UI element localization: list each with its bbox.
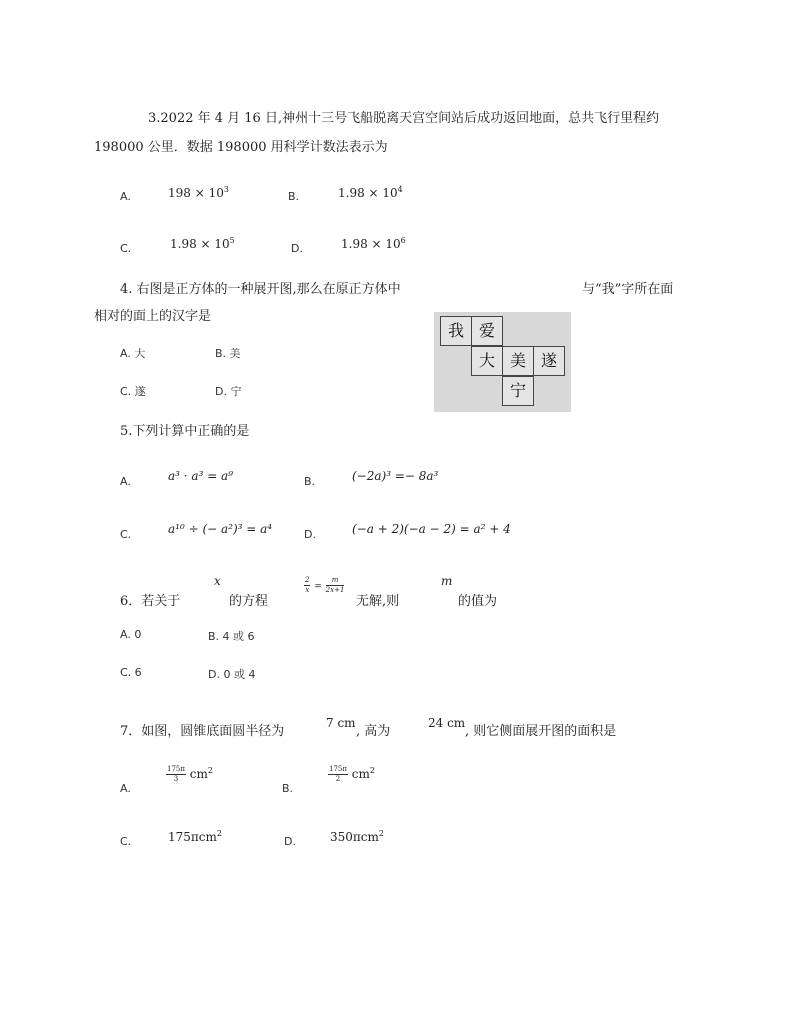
net-cell-mei: 美	[502, 346, 534, 376]
q3-option-a-label: A.	[120, 190, 131, 203]
q6-option-a: A. 0	[120, 628, 142, 641]
q6-var-m: m	[441, 574, 453, 588]
q3-option-b-label: B.	[288, 190, 300, 203]
q7-option-c: 175πcm$^2$	[168, 829, 222, 844]
q3-line2: 198000 公里．数据 198000 用科学计数法表示为	[94, 140, 388, 155]
q3-option-c: $1.98 \times 10^5$	[170, 236, 235, 251]
q6-option-d: D. 0 或 4	[208, 668, 256, 681]
q5-option-b: (−2a)³ =− 8a³	[352, 469, 439, 483]
q5-option-c-label: C.	[120, 528, 132, 541]
q6-part3: 无解,则	[356, 594, 400, 609]
q7-option-a-label: A.	[120, 782, 131, 795]
q5-title: 5.下列计算中正确的是	[120, 424, 250, 439]
q6-part1: 6．若关于	[120, 594, 181, 609]
q4-option-b: B. 美	[215, 347, 241, 360]
q7-option-d-label: D.	[284, 835, 296, 848]
q5-option-b-label: B.	[304, 475, 316, 488]
q6-option-c: C. 6	[120, 666, 142, 679]
q6-var-x: x	[214, 574, 221, 588]
q3-option-a: $198 \times 10^3$	[168, 185, 229, 200]
q7-part1: 7．如图，圆锥底面圆半径为	[120, 724, 285, 739]
net-cell-sui: 遂	[533, 346, 565, 376]
q4-line2: 相对的面上的汉字是	[94, 309, 212, 324]
q7-radius: 7 cm	[326, 716, 356, 730]
net-cell-ai: 爱	[471, 316, 503, 346]
q3-line1: 3.2022 年 4 月 16 日,神州十三号飞船脱离天宫空间站后成功返回地面，总共飞行里程约	[148, 111, 660, 126]
q6-part4: 的值为	[458, 594, 498, 609]
net-cell-wo: 我	[440, 316, 472, 346]
cube-net-figure	[434, 312, 571, 412]
q7-option-b-label: B.	[282, 782, 294, 795]
q7-option-c-label: C.	[120, 835, 132, 848]
q4-option-c: C. 遂	[120, 385, 146, 398]
q5-option-a-label: A.	[120, 475, 131, 488]
net-cell-da: 大	[471, 346, 503, 376]
q7-option-b: $\frac{175\pi}{2}$ $cm^2$	[329, 765, 375, 783]
q7-option-d: 350πcm$^2$	[330, 829, 384, 844]
q4-line1-start: 4. 右图是正方体的一种展开图,那么在原正方体中	[120, 282, 401, 297]
q5-option-d-label: D.	[304, 528, 316, 541]
q4-option-a: A. 大	[120, 347, 146, 360]
q3-option-d-label: D.	[291, 242, 303, 255]
q7-part3: , 则它侧面展开图的面积是	[465, 724, 617, 739]
q7-height: 24 cm	[428, 716, 466, 730]
net-cell-ning: 宁	[502, 376, 534, 406]
q6-part2: 的方程	[229, 594, 269, 609]
q5-option-c: a¹⁰ ÷ (− a²)³ = a⁴	[168, 522, 273, 536]
q3-option-d: $1.98 \times 10^6$	[341, 236, 406, 251]
q7-part2: , 高为	[356, 724, 391, 739]
q3-option-b: $1.98 \times 10^4$	[338, 185, 403, 200]
q4-line1-end: 与“我”字所在面	[582, 282, 674, 297]
q5-option-a: a³ · a³ = a⁹	[168, 469, 234, 483]
q3-option-c-label: C.	[120, 242, 132, 255]
q4-option-d: D. 宁	[215, 385, 242, 398]
q6-option-b: B. 4 或 6	[208, 630, 255, 643]
q7-option-a: $\frac{175\pi}{3}$ $cm^2$	[167, 765, 213, 783]
q5-option-d: (−a + 2)(−a − 2) = a² + 4	[352, 522, 511, 536]
q6-equation: $\frac{2}{x}$ = $\frac{m}{2x+1}$	[305, 576, 345, 594]
